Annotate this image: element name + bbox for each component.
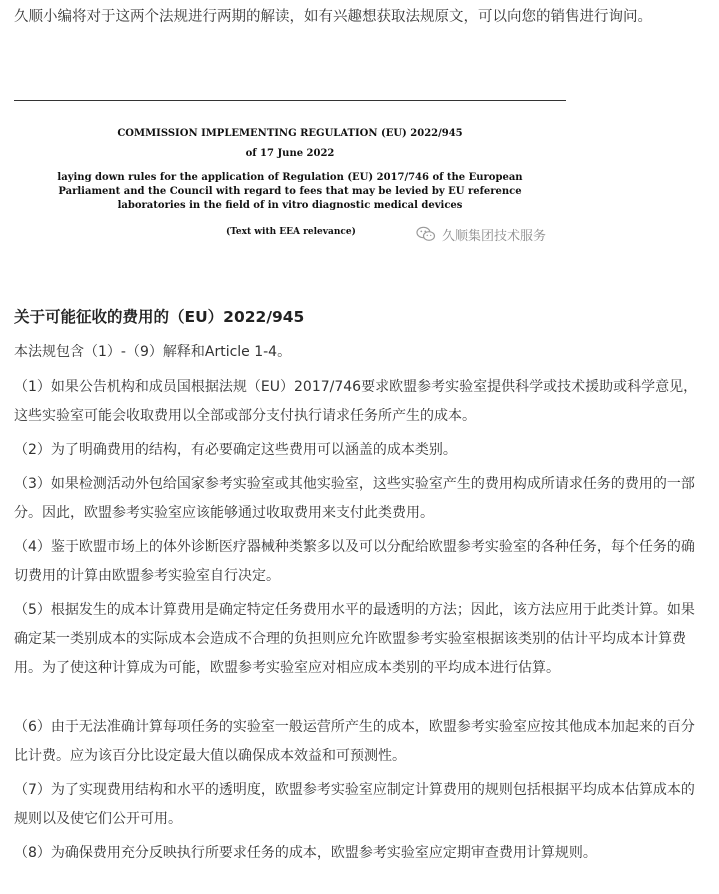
recital-5: （5）根据发生的成本计算费用是确定特定任务费用水平的最透明的方法；因此，该方法应用于此类计算。如果确定某一类别成本的实际成本会造成不合理的负担则应允许欧盟参考实验室根据该类别的估计平均成本计算费用。为了使这种计算成为可能，欧盟参考实验室应对相应成本类别的平均成本进行估算。 xyxy=(14,602,695,676)
recital-2: （2）为了明确费用的结构，有必要确定这些费用可以涵盖的成本类别。 xyxy=(14,442,457,458)
recital-3: （3）如果检测活动外包给国家参考实验室或其他实验室，这些实验室产生的费用构成所请求任务的费用的一部分。因此，欧盟参考实验室应该能够通过收取费用来支付此类费用。 xyxy=(14,476,695,521)
regulation-title: COMMISSION IMPLEMENTING REGULATION (EU) 2022/945 xyxy=(117,128,463,139)
recital-4: （4）鉴于欧盟市场上的体外诊断医疗器械种类繁多以及可以分配给欧盟参考实验室的各种任务，每个任务的确切费用的计算由欧盟参考实验室自行决定。 xyxy=(14,539,695,584)
recital-6: （6）由于无法准确计算每项任务的实验室一般运营所产生的成本，欧盟参考实验室应按其他成本加起来的百分比计费。应为该百分比设定最大值以确保成本效益和可预测性。 xyxy=(14,719,695,764)
watermark-text: 久顺集团技术服务 xyxy=(442,228,547,244)
regulation-subtitle: laying down rules for the application of Regulation (EU) 2017/746 of the European Parliament and the Council with regard to fees that may be levied by EU reference laboratories in the field of in vitro diagnostic medical devices xyxy=(57,172,523,211)
section-title: 关于可能征收的费用的（EU）2022/945 xyxy=(14,308,305,326)
watermark xyxy=(416,224,546,244)
scope-paragraph: 本法规包含（1）-（9）解释和Article 1-4。 xyxy=(14,344,292,360)
intro-paragraph: 久顺小编将对于这两个法规进行两期的解读，如有兴趣想获取法规原文，可以向您的销售进行询问。 xyxy=(14,9,652,25)
wechat-icon xyxy=(416,226,436,242)
header-divider xyxy=(14,100,566,101)
eea-relevance-note: (Text with EEA relevance) xyxy=(226,227,356,237)
regulation-date: of 17 June 2022 xyxy=(245,148,335,159)
recital-8: （8）为确保费用充分反映执行所要求任务的成本，欧盟参考实验室应定期审查费用计算规则。 xyxy=(14,845,597,861)
recital-1: （1）如果公告机构和成员国根据法规（EU）2017/746要求欧盟参考实验室提供科学或技术援助或科学意见，这些实验室可能会收取费用以全部或部分支付执行请求任务所产生的成本。 xyxy=(14,379,698,424)
recital-7: （7）为了实现费用结构和水平的透明度，欧盟参考实验室应制定计算费用的规则包括根据平均成本估算成本的规则以及使它们公开可用。 xyxy=(14,782,695,827)
